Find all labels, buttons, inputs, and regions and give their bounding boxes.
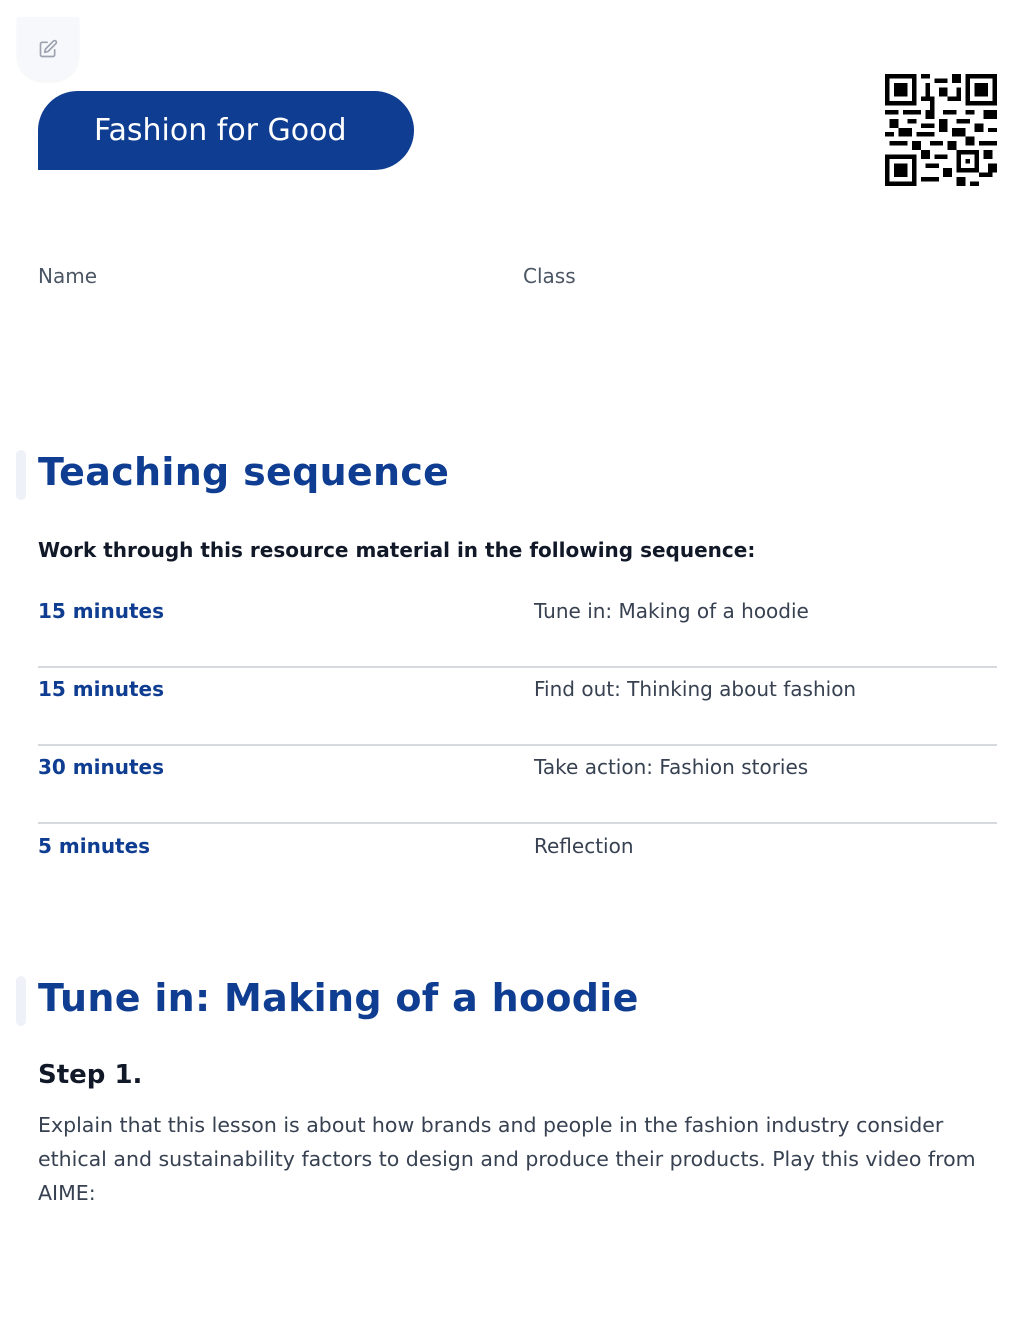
sequence-table	[38, 590, 997, 902]
activity: Find out: Thinking about fashion	[534, 677, 857, 701]
page-title-banner	[38, 91, 414, 170]
step-title: Step 1.	[38, 1060, 143, 1090]
activity: Take action: Fashion stories	[534, 755, 809, 779]
table-row	[38, 590, 997, 668]
section-marker	[16, 976, 26, 1026]
page-title: Fashion for Good	[94, 113, 347, 148]
sequence-intro: Work through this resource material in the following sequence:	[38, 538, 756, 562]
qr-code-icon	[885, 74, 997, 186]
duration: 30 minutes	[38, 755, 164, 779]
step-text: Explain that this lesson is about how brands and people in the fashion industry consider ethical and sustainability factors to design and produce their products. Play this video from AIME:	[38, 1113, 976, 1205]
table-row	[38, 668, 997, 746]
duration: 15 minutes	[38, 599, 164, 623]
table-row	[38, 746, 997, 824]
table-row	[38, 824, 997, 902]
edit-icon	[38, 39, 58, 59]
edit-button[interactable]	[17, 17, 79, 81]
tune-in-heading: Tune in: Making of a hoodie	[38, 976, 639, 1020]
activity: Reflection	[534, 834, 634, 858]
name-label: Name	[38, 264, 98, 288]
activity: Tune in: Making of a hoodie	[534, 599, 809, 623]
teaching-sequence-heading: Teaching sequence	[38, 450, 450, 494]
duration: 15 minutes	[38, 677, 164, 701]
class-label: Class	[523, 264, 576, 288]
duration: 5 minutes	[38, 834, 151, 858]
section-marker	[16, 450, 26, 500]
